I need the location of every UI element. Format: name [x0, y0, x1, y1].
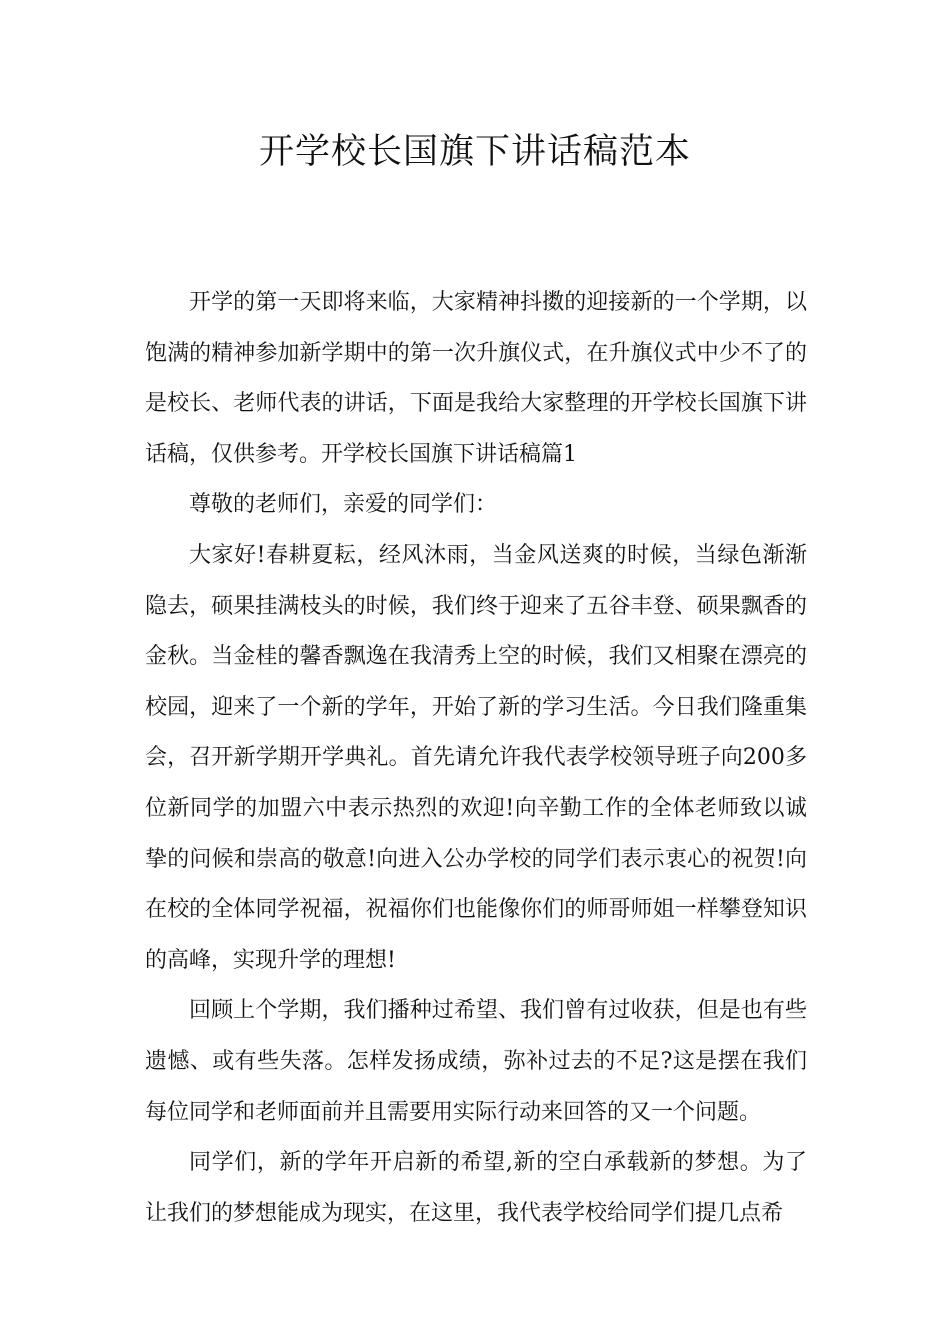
- paragraph-intro: 开学的第一天即将来临，大家精神抖擞的迎接新的一个学期，以饱满的精神参加新学期中的第一次升旗仪式，在升旗仪式中少不了的是校长、老师代表的讲话，下面是我给大家整理的开学校长国旗下讲话稿，仅供参考。开学校长国旗下讲话稿篇1: [145, 290, 807, 467]
- paragraph-salutation: 尊敬的老师们，亲爱的同学们：: [189, 492, 498, 518]
- paragraph-hopes: 同学们，新的学年开启新的希望,新的空白承载新的梦想。为了让我们的梦想能成为现实，在这里，我代表学校给同学们提几点希: [145, 1150, 807, 1226]
- paragraph-review: 回顾上个学期，我们播种过希望、我们曾有过收获，但是也有些遗憾、或有些失落。怎样发扬成绩，弥补过去的不足?这是摆在我们每位同学和老师面前并且需要用实际行动来回答的又一个问题。: [145, 998, 807, 1125]
- document-body: [145, 278, 807, 1239]
- paragraph-greeting: 大家好!春耕夏耘，经风沐雨，当金风送爽的时候，当绿色渐渐隐去，硕果挂满枝头的时候，我们终于迎来了五谷丰登、硕果飘香的金秋。当金桂的馨香飘逸在我清秀上空的时候，我们又相聚在漂亮的校园，迎来了一个新的学年，开始了新的学习生活。今日我们隆重集会，召开新学期开学典礼。首先请允许我代表学校领导班子向200多位新同学的加盟六中表示热烈的欢迎!向辛勤工作的全体老师致以诚挚的问候和崇高的敬意!向进入公办学校的同学们表示衷心的祝贺!向在校的全体同学祝福，祝福你们也能像你们的师哥师姐一样攀登知识的高峰，实现升学的理想!: [145, 542, 807, 973]
- document-title: 开学校长国旗下讲话稿范本: [258, 132, 691, 172]
